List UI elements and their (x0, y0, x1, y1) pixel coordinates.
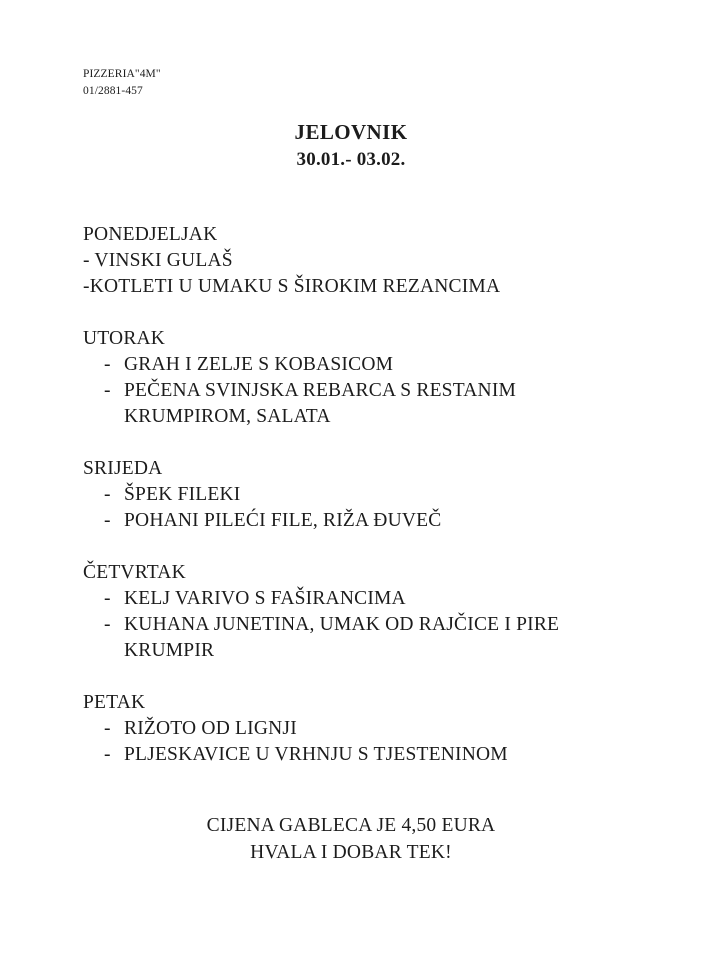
day-name: SRIJEDA (83, 458, 163, 479)
day-block-srijeda (83, 456, 643, 534)
list-item (83, 716, 643, 742)
list-item (83, 612, 643, 664)
phone-number: 01/2881-457 (83, 85, 143, 97)
day-block-ponedjeljak (83, 222, 643, 300)
title-block (0, 118, 702, 174)
dish-name: PEČENA SVINJSKA REBARCA S RESTANIM KRUMPIROM, SALATA (124, 380, 517, 427)
dash-marker-icon: - (104, 588, 111, 609)
dish-list (83, 716, 643, 768)
dish-name: RIŽOTO OD LIGNJI (124, 718, 297, 739)
date-range: 30.01.- 03.02. (296, 149, 406, 170)
day-name: PONEDJELJAK (83, 224, 218, 245)
list-item (83, 352, 643, 378)
list-item (83, 482, 643, 508)
list-item (83, 586, 643, 612)
list-item: - VINSKI GULAŠ (83, 250, 233, 271)
list-item (83, 508, 643, 534)
dash-marker-icon: - (104, 614, 111, 635)
day-block-petak (83, 690, 643, 768)
day-name: PETAK (83, 692, 146, 713)
footer (0, 812, 702, 866)
dash-marker-icon: - (104, 484, 111, 505)
dish-list (83, 352, 643, 430)
dash-marker-icon: - (104, 718, 111, 739)
dash-marker-icon: - (104, 510, 111, 531)
dish-list (83, 482, 643, 534)
dish-list (83, 248, 643, 300)
dash-marker-icon: - (104, 744, 111, 765)
thanks-line: HVALA I DOBAR TEK! (250, 842, 452, 863)
list-item: -KOTLETI U UMAKU S ŠIROKIM REZANCIMA (83, 276, 501, 297)
menu-body (83, 222, 643, 768)
dash-marker-icon: - (104, 354, 111, 375)
list-item (83, 742, 643, 768)
dish-name: ŠPEK FILEKI (124, 484, 241, 505)
list-item (83, 378, 643, 430)
day-block-cetvrtak (83, 560, 643, 664)
price-line: CIJENA GABLECA JE 4,50 EURA (206, 815, 496, 836)
day-name: ČETVRTAK (83, 562, 186, 583)
day-block-utorak (83, 326, 643, 430)
dish-name: KUHANA JUNETINA, UMAK OD RAJČICE I PIRE KRUMPIR (124, 614, 560, 661)
day-name: UTORAK (83, 328, 166, 349)
dish-name: PLJESKAVICE U VRHNJU S TJESTENINOM (124, 744, 508, 765)
dish-name: KELJ VARIVO S FAŠIRANCIMA (124, 588, 406, 609)
dish-name: GRAH I ZELJE S KOBASICOM (124, 354, 394, 375)
dish-list (83, 586, 643, 664)
dish-name: POHANI PILEĆI FILE, RIŽA ĐUVEČ (124, 510, 442, 531)
page-title: JELOVNIK (294, 120, 408, 144)
dash-marker-icon: - (104, 380, 111, 401)
business-name: PIZZERIA"4M" (83, 68, 161, 80)
letterhead (83, 66, 161, 100)
